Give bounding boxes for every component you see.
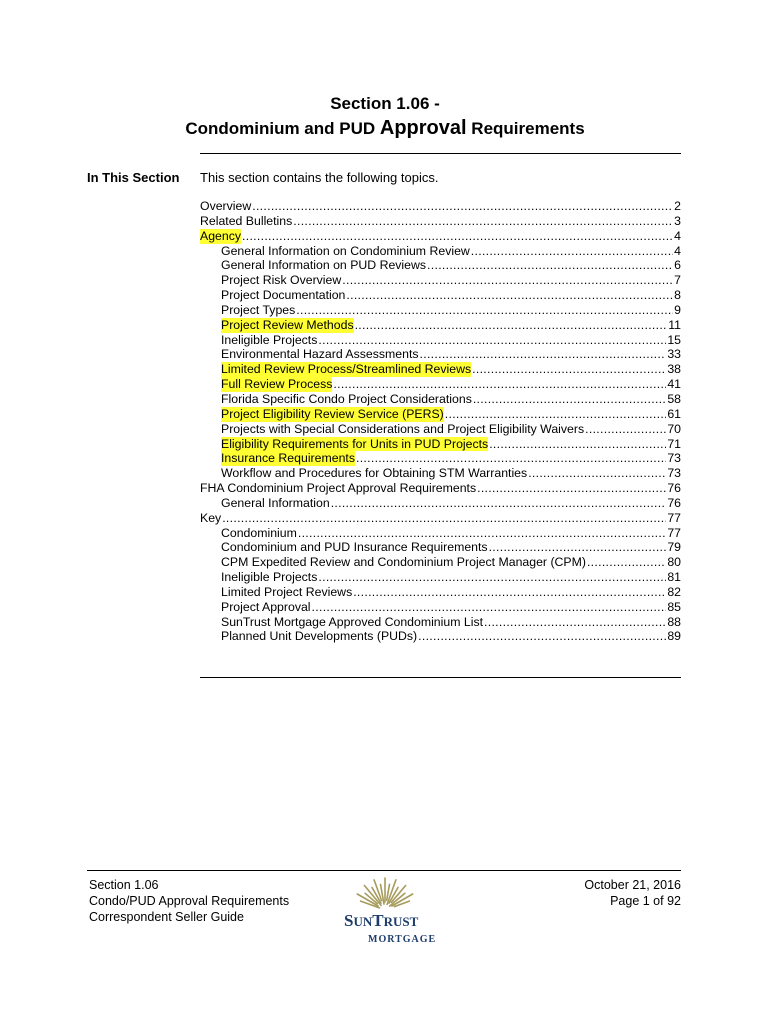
- toc-leader-dots: [587, 555, 666, 570]
- toc-entry[interactable]: [200, 318, 681, 333]
- toc-entry-page: 9: [674, 302, 681, 317]
- toc-entry[interactable]: [200, 481, 681, 496]
- toc-leader-dots: [356, 451, 666, 466]
- logo-wordmark: SUNTRUST: [344, 911, 419, 930]
- toc-entry-page: 85: [667, 599, 681, 614]
- toc-entry-label: Condominium and PUD Insurance Requirements: [221, 540, 488, 555]
- toc-entry-page: 76: [667, 481, 681, 496]
- top-divider: [200, 153, 681, 154]
- toc-entry[interactable]: [200, 526, 681, 541]
- toc-entry-label: Key: [200, 510, 222, 525]
- toc-entry[interactable]: [200, 437, 681, 452]
- toc-entry-page: 8: [674, 288, 681, 303]
- footer-date: October 21, 2016: [584, 878, 681, 892]
- footer-left: [89, 877, 289, 925]
- toc-entry[interactable]: [200, 555, 681, 570]
- toc-entry-label: Full Review Process: [221, 377, 333, 392]
- toc-entry-label: General Information on Condominium Review: [221, 243, 470, 258]
- toc-leader-dots: [242, 229, 673, 244]
- title-part-b: Approval: [379, 117, 467, 139]
- toc-entry[interactable]: [200, 244, 681, 259]
- toc-entry-label: Ineligible Projects: [221, 332, 318, 347]
- toc-entry[interactable]: [200, 629, 681, 644]
- toc-leader-dots: [484, 615, 666, 630]
- toc-entry-label: FHA Condominium Project Approval Requirements: [200, 481, 477, 496]
- toc-entry[interactable]: [200, 511, 681, 526]
- toc-entry[interactable]: [200, 229, 681, 244]
- toc-leader-dots: [445, 407, 667, 422]
- toc-leader-dots: [346, 288, 673, 303]
- toc-entry-page: 71: [667, 436, 681, 451]
- toc-entry[interactable]: [200, 333, 681, 348]
- toc-leader-dots: [342, 273, 673, 288]
- toc-entry[interactable]: [200, 600, 681, 615]
- toc-entry[interactable]: [200, 377, 681, 392]
- toc-leader-dots: [528, 466, 666, 481]
- footer-right: [584, 877, 681, 909]
- toc-entry-label: Insurance Requirements: [221, 451, 355, 466]
- toc-leader-dots: [420, 347, 667, 362]
- toc-entry-page: 73: [667, 451, 681, 466]
- toc-leader-dots: [318, 333, 666, 348]
- logo-subtitle: MORTGAGE: [368, 934, 437, 945]
- toc-entry[interactable]: [200, 392, 681, 407]
- toc-entry[interactable]: [200, 615, 681, 630]
- toc-leader-dots: [293, 214, 673, 229]
- section-title: [0, 92, 770, 141]
- toc-leader-dots: [222, 511, 666, 526]
- toc-leader-dots: [427, 258, 673, 273]
- toc-leader-dots: [353, 585, 666, 600]
- toc-entry-page: 82: [667, 584, 681, 599]
- toc-entry-page: 4: [674, 243, 681, 258]
- toc-leader-dots: [418, 629, 666, 644]
- toc-entry-page: 70: [667, 421, 681, 436]
- toc-entry-label: General Information: [221, 495, 330, 510]
- toc-entry-label: Eligibility Requirements for Units in PUD Projects: [221, 436, 489, 451]
- toc-leader-dots: [585, 422, 666, 437]
- toc-entry[interactable]: [200, 496, 681, 511]
- toc-entry-label: CPM Expedited Review and Condominium Project Manager (CPM): [221, 555, 586, 570]
- toc-entry-page: 3: [674, 213, 681, 228]
- toc-entry-label: Project Documentation: [221, 288, 346, 303]
- toc-entry-page: 77: [667, 510, 681, 525]
- toc-entry[interactable]: [200, 540, 681, 555]
- toc-leader-dots: [472, 362, 666, 377]
- toc-entry-label: Projects with Special Considerations and Project Eligibility Waivers: [221, 421, 585, 436]
- footer-guide: Correspondent Seller Guide: [89, 910, 244, 924]
- footer-section: Section 1.06: [89, 878, 159, 892]
- toc-entry-label: Project Eligibility Review Service (PERS): [221, 406, 444, 421]
- toc-entry[interactable]: [200, 407, 681, 422]
- toc-entry-page: 88: [667, 614, 681, 629]
- toc-entry-page: 61: [667, 406, 681, 421]
- toc-entry-label: Florida Specific Condo Project Considerations: [221, 391, 472, 406]
- toc-entry-label: Planned Unit Developments (PUDs): [221, 629, 418, 644]
- footer-topic: Condo/PUD Approval Requirements: [89, 894, 290, 908]
- title-part-a: Condominium and PUD: [185, 119, 380, 138]
- toc-leader-dots: [471, 244, 673, 259]
- toc-entry-label: Workflow and Procedures for Obtaining STM Warranties: [221, 466, 528, 481]
- toc-entry[interactable]: [200, 214, 681, 229]
- toc-entry-page: 79: [667, 540, 681, 555]
- toc-entry-page: 2: [674, 199, 681, 213]
- toc-entry-page: 77: [667, 525, 681, 540]
- toc-entry[interactable]: [200, 288, 681, 303]
- toc-leader-dots: [489, 540, 667, 555]
- toc-entry-page: 89: [667, 629, 681, 644]
- intro-text: This section contains the following topics.: [200, 170, 439, 185]
- toc-entry[interactable]: [200, 273, 681, 288]
- toc-entry[interactable]: [200, 466, 681, 481]
- toc-leader-dots: [312, 600, 667, 615]
- title-part-c: Requirements: [466, 119, 585, 138]
- toc-entry[interactable]: [200, 258, 681, 273]
- toc-entry-label: Condominium: [221, 525, 297, 540]
- toc-entry-page: 38: [667, 362, 681, 377]
- toc-entry-label: Project Review Methods: [221, 317, 354, 332]
- suntrust-logo: [340, 872, 450, 947]
- toc-entry-page: 41: [667, 377, 681, 392]
- toc-entry[interactable]: [200, 362, 681, 377]
- toc-entry-label: Project Types: [221, 302, 296, 317]
- toc-entry-page: 80: [667, 555, 681, 570]
- table-of-contents: [200, 199, 681, 644]
- toc-leader-dots: [296, 303, 673, 318]
- toc-entry-page: 58: [667, 391, 681, 406]
- toc-entry-page: 7: [674, 273, 681, 288]
- toc-leader-dots: [333, 377, 666, 392]
- toc-entry[interactable]: [200, 199, 681, 214]
- toc-leader-dots: [473, 392, 666, 407]
- toc-entry-label: SunTrust Mortgage Approved Condominium List: [221, 614, 484, 629]
- footer-page: Page 1 of 92: [610, 894, 681, 908]
- toc-leader-dots: [318, 570, 666, 585]
- toc-entry-page: 73: [667, 466, 681, 481]
- toc-entry-page: 15: [667, 332, 681, 347]
- toc-entry[interactable]: [200, 451, 681, 466]
- toc-entry-page: 81: [667, 570, 681, 585]
- toc-leader-dots: [298, 526, 666, 541]
- toc-leader-dots: [331, 496, 667, 511]
- toc-entry-label: Environmental Hazard Assessments: [221, 347, 419, 362]
- toc-entry-page: 76: [667, 495, 681, 510]
- toc-leader-dots: [489, 437, 666, 452]
- toc-entry[interactable]: [200, 347, 681, 362]
- toc-entry-label: Agency: [200, 228, 242, 243]
- bottom-divider: [200, 677, 681, 678]
- section-title-line1: Section 1.06 -: [330, 94, 440, 113]
- toc-entry-page: 4: [674, 228, 681, 243]
- toc-leader-dots: [252, 199, 673, 214]
- toc-entry-label: Limited Project Reviews: [221, 584, 353, 599]
- toc-leader-dots: [477, 481, 666, 496]
- footer-divider: [87, 870, 681, 871]
- side-heading: In This Section: [87, 170, 180, 185]
- toc-entry-page: 11: [668, 317, 681, 332]
- toc-entry-label: General Information on PUD Reviews: [221, 258, 427, 273]
- toc-entry-label: Ineligible Projects: [221, 570, 318, 585]
- toc-entry[interactable]: [200, 303, 681, 318]
- toc-entry[interactable]: [200, 422, 681, 437]
- toc-entry-page: 6: [674, 258, 681, 273]
- suntrust-sunburst-icon: [340, 872, 450, 947]
- toc-entry-label: Overview: [200, 199, 252, 213]
- toc-entry-label: Project Risk Overview: [221, 273, 342, 288]
- toc-entry-label: Limited Review Process/Streamlined Reviews: [221, 362, 472, 377]
- toc-entry[interactable]: [200, 570, 681, 585]
- toc-entry[interactable]: [200, 585, 681, 600]
- toc-entry-label: Project Approval: [221, 599, 311, 614]
- toc-entry-page: 33: [667, 347, 681, 362]
- toc-leader-dots: [355, 318, 668, 333]
- section-title-line2: [0, 116, 770, 141]
- toc-entry-label: Related Bulletins: [200, 213, 293, 228]
